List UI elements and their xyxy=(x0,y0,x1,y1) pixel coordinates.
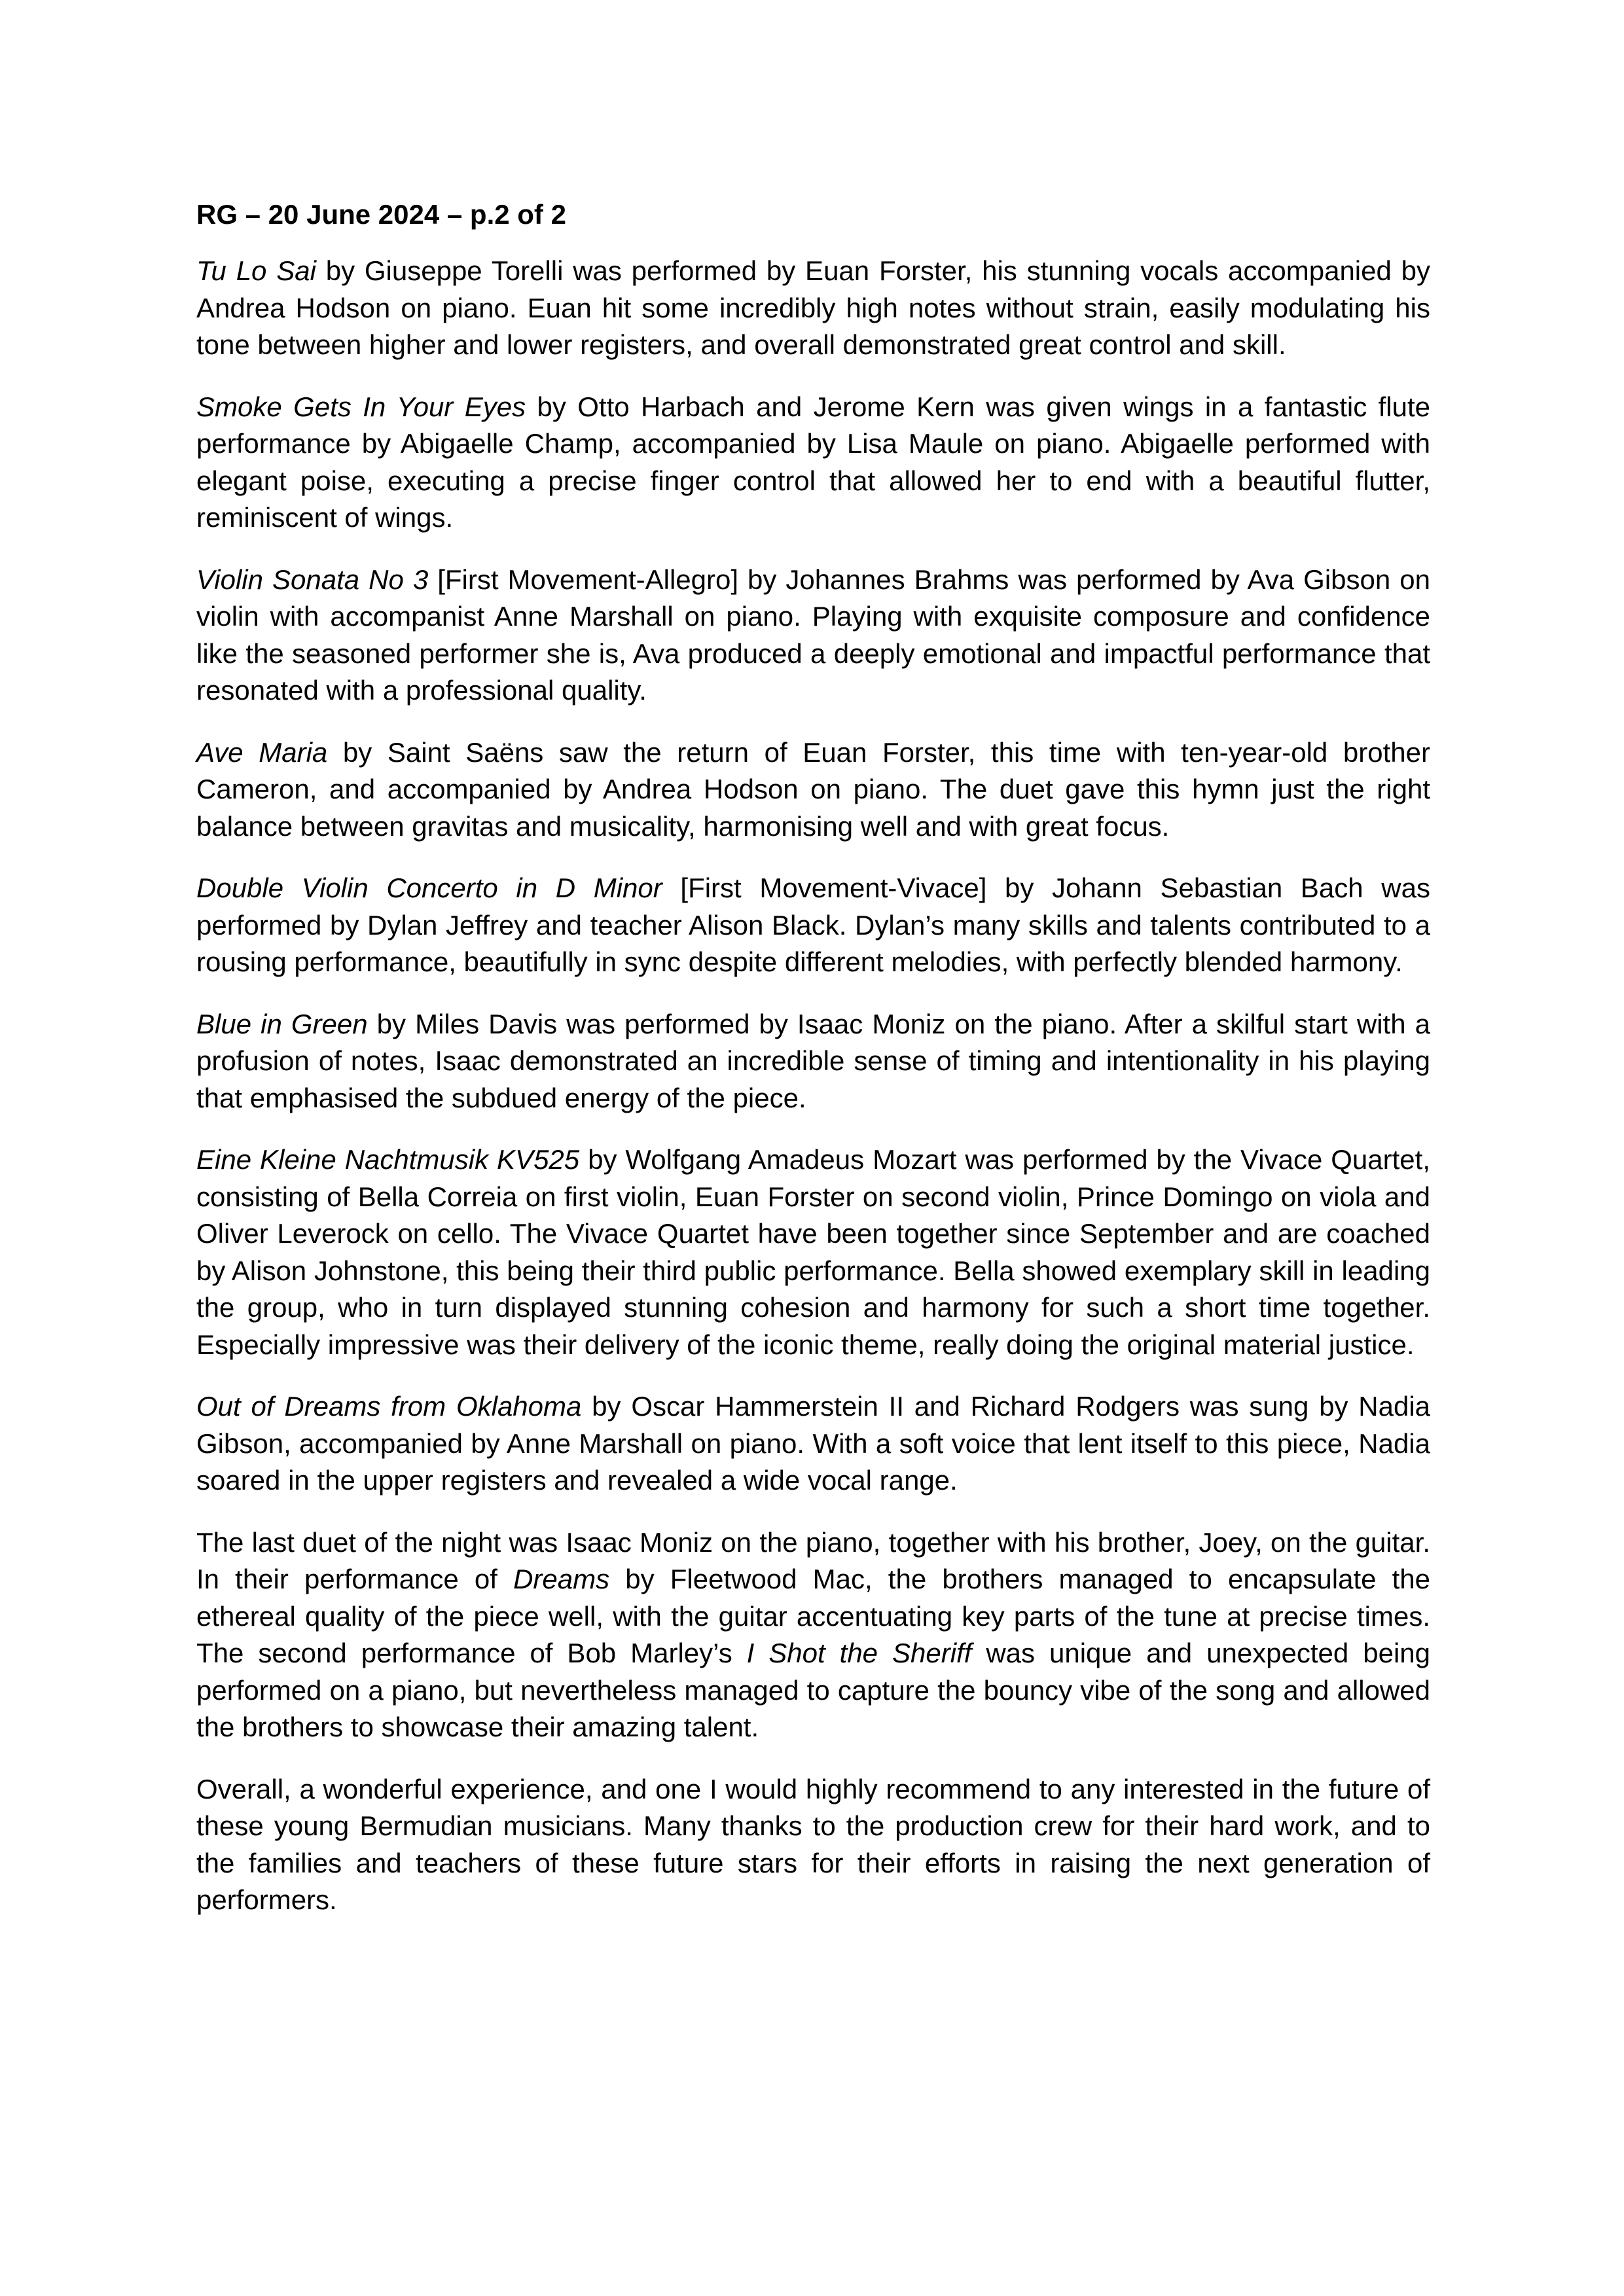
paragraph-out-of-dreams xyxy=(196,1388,1430,1499)
paragraph-eine-kleine-nachtmusik xyxy=(196,1141,1430,1363)
paragraph-smoke-gets-in-your-eyes xyxy=(196,389,1430,537)
paragraph-text: The last duet of the night was Isaac Moniz on the piano, together with his brother, Joey, on the guitar. In their performance of xyxy=(196,1526,1430,1594)
paragraph-violin-sonata xyxy=(196,562,1430,709)
work-title: Ave Maria xyxy=(196,736,328,768)
paragraph-ave-maria xyxy=(196,734,1430,846)
paragraph-text: by Otto Harbach and Jerome Kern was given wings in a fantastic flute performance by Abigaelle Champ, accompanied by Lisa Maule on piano. Abigaelle performed with elegant poise, executing a precise finger control that allowed her to end with a beautiful flutter, reminiscent of wings. xyxy=(196,391,1430,533)
paragraph-text: by Wolfgang Amadeus Mozart was performed by the Vivace Quartet, consisting of Bella Correia on first violin, Euan Forster on second violin, Prince Domingo on viola and Oliver Leverock on cello. The Vivace Quartet have been together since September and are coached by Alison Johnstone, this being their third public performance. Bella showed exemplary skill in leading the group, who in turn displayed stunning cohesion and harmony for such a short time together. Especially impressive was their delivery of the iconic theme, really doing the original material justice. xyxy=(196,1144,1430,1360)
paragraph-text: by Saint Saëns saw the return of Euan Forster, this time with ten-year-old brother Cameron, and accompanied by Andrea Hodson on piano. The duet gave this hymn just the right balance between gravitas and musicality, harmonising well and with great focus. xyxy=(196,736,1430,842)
work-title: Double Violin Concerto in D Minor xyxy=(196,872,662,903)
paragraph-text: by Giuseppe Torelli was performed by Euan Forster, his stunning vocals accompanied by Andrea Hodson on piano. Euan hit some incredibly high notes without strain, easily modulating his tone between higher and lower registers, and overall demonstrated great control and skill. xyxy=(196,255,1431,360)
paragraph-double-violin-concerto xyxy=(196,870,1430,981)
work-title: Smoke Gets In Your Eyes xyxy=(196,391,526,422)
paragraph-text: by Miles Davis was performed by Isaac Moniz on the piano. After a skilful start with a profusion of notes, Isaac demonstrated an incredible sense of timing and intentionality in his playing that emphasised the subdued energy of the piece. xyxy=(196,1008,1430,1113)
work-title: Violin Sonata No 3 xyxy=(196,564,429,595)
work-title: Out of Dreams from Oklahoma xyxy=(196,1391,582,1422)
paragraph-overall xyxy=(196,1771,1430,1919)
paragraph-text: by Oscar Hammerstein II and Richard Rodgers was sung by Nadia Gibson, accompanied by Anne Marshall on piano. With a soft voice that lent itself to this piece, Nadia soared in the upper registers and revealed a wide vocal range. xyxy=(196,1391,1431,1496)
work-title: Blue in Green xyxy=(196,1008,368,1039)
paragraph-text: Overall, a wonderful experience, and one I would highly recommend to any interested in the future of these young Bermudian musicians. Many thanks to the production crew for their hard work, and to the families and teachers of these future stars for their efforts in raising the next generation of performers. xyxy=(196,1773,1430,1915)
document-page xyxy=(196,196,1430,1944)
paragraph-tu-lo-sai xyxy=(196,253,1430,364)
work-title: I Shot the Sheriff xyxy=(746,1638,972,1668)
paragraph-text: by Fleetwood Mac, the brothers managed to encapsulate the ethereal quality of the piece well, with the guitar accentuating key parts of the tune at precise times. The second performance of Bob Marley’s xyxy=(196,1564,1430,1668)
paragraph-text: [First Movement-Allegro] by Johannes Brahms was performed by Ava Gibson on violin with accompanist Anne Marshall on piano. Playing with exquisite composure and confidence like the seasoned performer she is, Ava produced a deeply emotional and impactful performance that resonated with a professional quality. xyxy=(196,564,1430,706)
paragraph-text: was unique and unexpected being performed on a piano, but nevertheless managed to capture the bouncy vibe of the song and allowed the brothers to showcase their amazing talent. xyxy=(196,1638,1430,1742)
work-title: Tu Lo Sai xyxy=(196,255,316,286)
page-header: RG – 20 June 2024 – p.2 of 2 xyxy=(196,199,566,230)
article-body xyxy=(196,253,1430,1919)
paragraph-blue-in-green xyxy=(196,1006,1430,1117)
work-title: Dreams xyxy=(513,1564,610,1594)
work-title: Eine Kleine Nachtmusik KV525 xyxy=(196,1144,580,1175)
paragraph-last-duet xyxy=(196,1524,1430,1746)
paragraph-text: [First Movement-Vivace] by Johann Sebastian Bach was performed by Dylan Jeffrey and teacher Alison Black. Dylan’s many skills and talents contributed to a rousing performance, beautifully in sync despite different melodies, with perfectly blended harmony. xyxy=(196,872,1430,977)
